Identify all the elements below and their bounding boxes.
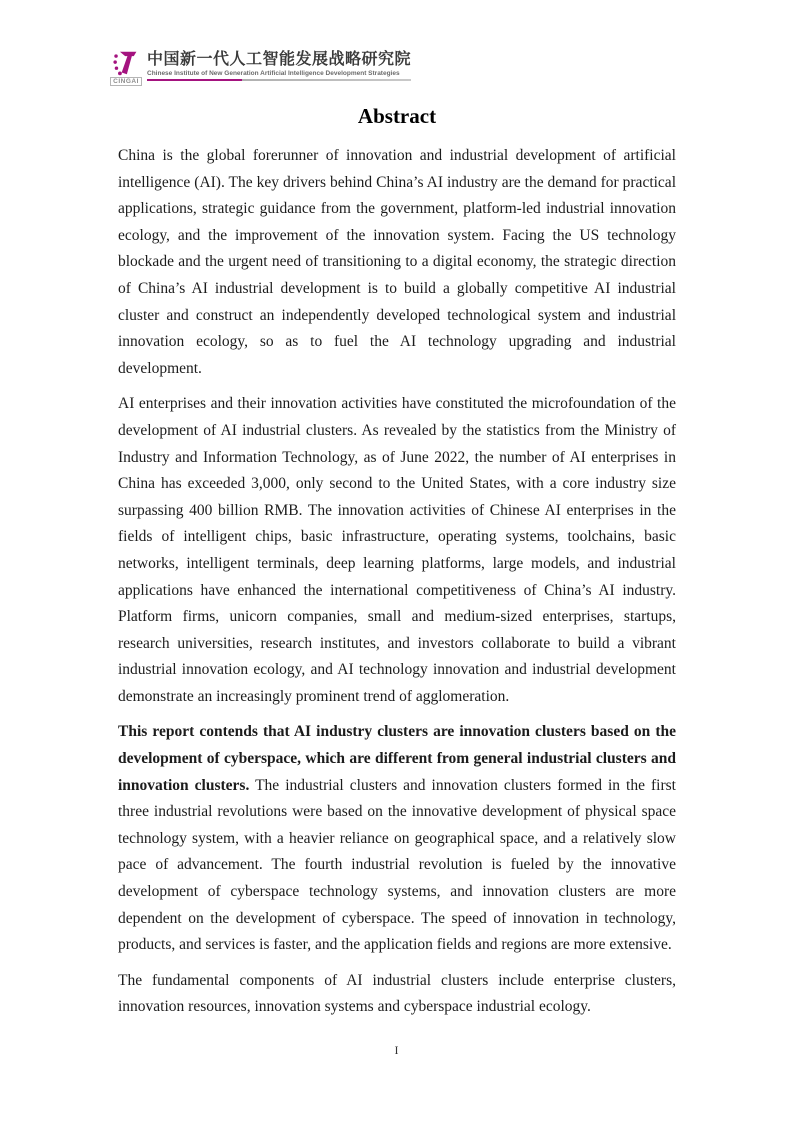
- paragraph-3: [118, 719, 676, 958]
- paragraph-4: [118, 968, 676, 1021]
- logo-underline-rule: [147, 79, 411, 81]
- paragraph-3-text: The industrial clusters and innovation clusters formed in the first three industrial revolutions were based on the innovative development of physical space technology system, with a heavier reliance on geographical space, and a relatively slow pace of advancement. The fourth industrial revolution is fueled by the innovative development of cyberspace technology systems, and innovation clusters are more dependent on the development of cyberspace. The speed of innovation in technology, products, and services is faster, and the application fields and regions are more extensive.: [118, 776, 676, 954]
- institute-name-en: Chinese Institute of New Generation Artificial Intelligence Development Strategies: [147, 70, 400, 77]
- paragraph-3-bold-lead: This report contends that AI industry clusters are innovation clusters based on the development of cyberspace, which are different from general industrial clusters and innovation clusters.: [118, 723, 676, 794]
- institute-logo-icon: [113, 50, 139, 76]
- paragraph-1: [118, 143, 676, 382]
- abstract-title: Abstract: [357, 104, 437, 128]
- document-content: [118, 104, 676, 1030]
- paragraph-4-text: The fundamental components of AI industrial clusters include enterprise clusters, innovation resources, innovation systems and cyberspace industrial ecology.: [118, 971, 676, 1016]
- institute-logo-mark: [112, 50, 140, 86]
- paragraph-2-text: AI enterprises and their innovation activities have constituted the microfoundation of the development of AI industrial clusters. As revealed by the statistics from the Ministry of Industry and Information Technology, as of June 2022, the number of AI enterprises in China has exceeded 3,000, only second to the United States, with a core industry size surpassing 400 billion RMB. The innovation activities of Chinese AI enterprises in the fields of intelligent chips, basic infrastructure, operating systems, toolchains, basic networks, intelligent terminals, deep learning platforms, large models, and industrial applications have enhanced the international competitiveness of China’s AI industry. Platform firms, unicorn companies, small and medium-sized enterprises, startups, research universities, research institutes, and investors collaborate to build a vibrant industrial innovation ecology, and AI technology innovation and industrial development demonstrate an increasingly prominent trend of agglomeration.: [118, 395, 676, 705]
- institute-logo-text: [147, 50, 411, 81]
- paragraph-2: [118, 391, 676, 710]
- institute-name-zh: 中国新一代人工智能发展战略研究院: [147, 51, 412, 68]
- page-footer: [0, 1043, 793, 1058]
- paragraph-1-text: China is the global forerunner of innovation and industrial development of artificial intelligence (AI). The key drivers behind China’s AI industry are the demand for practical applications, strategic guidance from the government, platform-led industrial innovation ecology, and the improvement of the innovation system. Facing the US technology blockade and the urgent need of transitioning to a digital economy, the strategic direction of China’s AI industrial development is to build a globally competitive AI industrial cluster and construct an independently developed technological system and industrial innovation ecology, so as to fuel the AI technology upgrading and industrial development.: [118, 147, 676, 377]
- page-number: I: [394, 1043, 399, 1057]
- institute-logo-acronym: CINGAI: [110, 77, 142, 86]
- institute-logo: [112, 50, 411, 86]
